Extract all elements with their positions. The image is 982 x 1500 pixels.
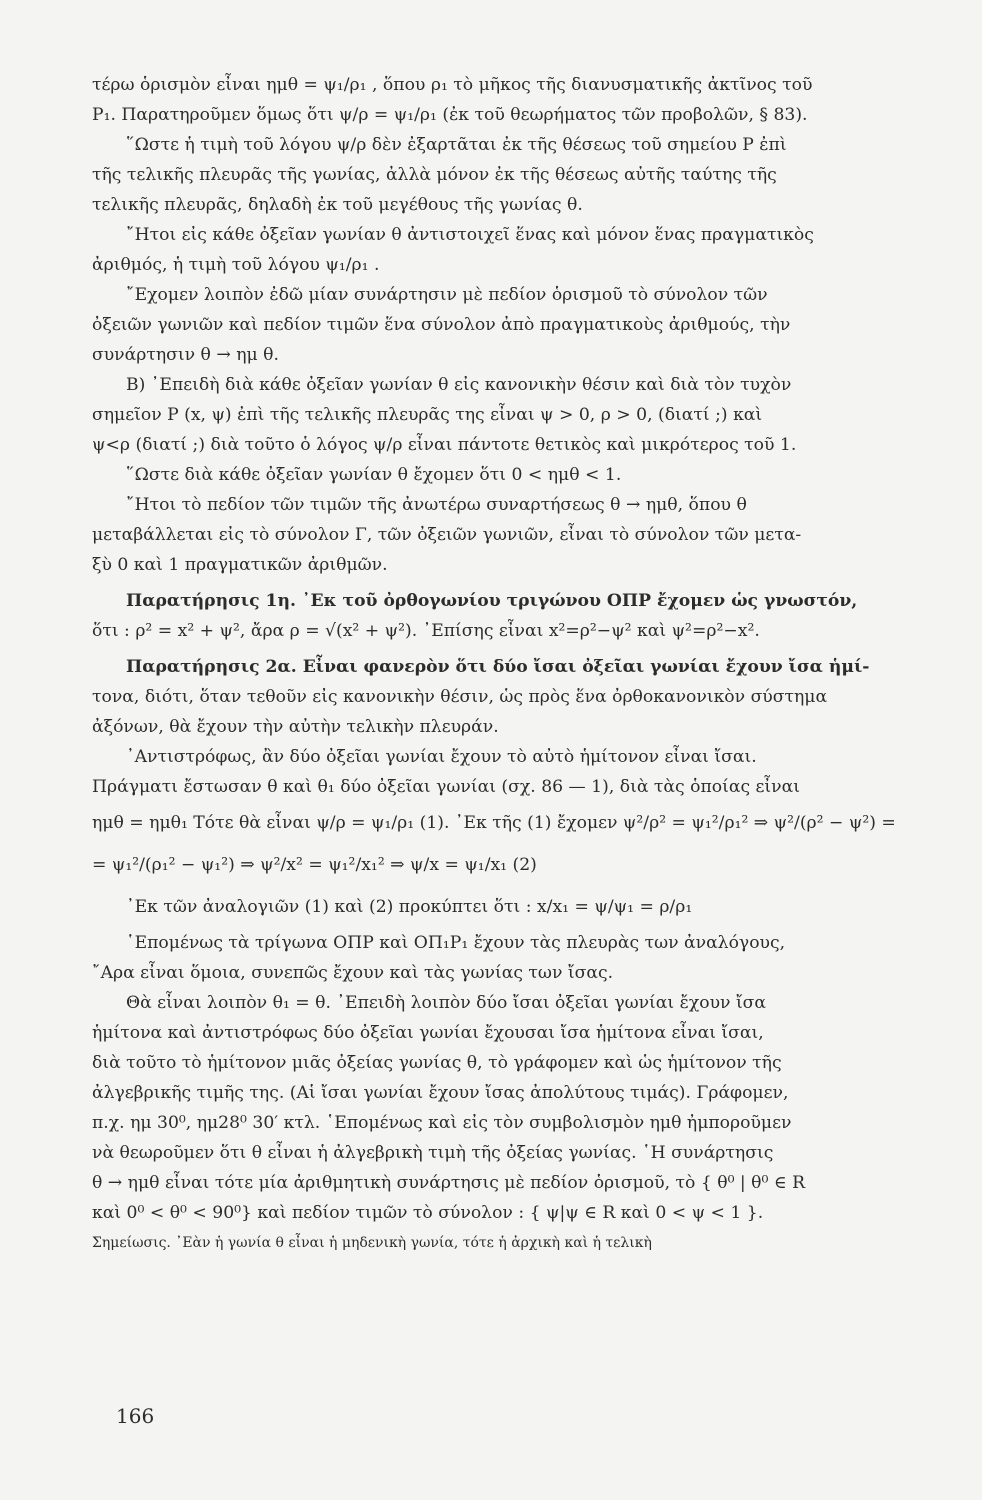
text-line: νὰ θεωροῦμεν ὅτι θ εἶναι ἡ ἀλγεβρικὴ τιμὴ τῆς ὀξείας γωνίας. ῾Η συνάρτησις	[92, 1143, 774, 1163]
text-line: ὀξειῶν γωνιῶν καὶ πεδίον τιμῶν ἕνα σύνολον ἀπὸ πραγματικοὺς ἀριθμούς, τὴν	[92, 315, 791, 335]
remark-2-line: Παρατήρησις 2α. Εἶναι φανερὸν ὅτι δύο ἴσαι ὀξεῖαι γωνίαι ἔχουν ἴσα ἡμί-	[126, 657, 870, 677]
page-number: 166	[116, 1404, 155, 1428]
text-line: ξὺ 0 καὶ 1 πραγματικῶν ἀριθμῶν.	[92, 555, 388, 575]
text-line: ψ<ρ (διατί ;) διὰ τοῦτο ὁ λόγος ψ/ρ εἶναι πάντοτε θετικὸς καὶ μικρότερος τοῦ 1.	[92, 435, 797, 455]
text-line: σημεῖον P (x, ψ) ἐπὶ τῆς τελικῆς πλευρᾶς της εἶναι ψ > 0, ρ > 0, (διατί ;) καὶ	[92, 405, 763, 425]
equation-line: = ψ₁²/(ρ₁² − ψ₁²) ⇒ ψ²/x² = ψ₁²/x₁² ⇒ ψ/x = ψ₁/x₁ (2)	[92, 855, 537, 875]
text-line: θ → ημθ εἶναι τότε μία ἀριθμητικὴ συνάρτησις μὲ πεδίον ὁρισμοῦ, τὸ { θ⁰ | θ⁰ ∈ R	[92, 1173, 806, 1193]
text-line: συνάρτησιν θ → ημ θ.	[92, 345, 279, 365]
text-line: τέρω ὁρισμὸν εἶναι ημθ = ψ₁/ρ₁ , ὅπου ρ₁ τὸ μῆκος τῆς διανυσματικῆς ἀκτῖνος τοῦ	[92, 75, 813, 95]
text-line: Θὰ εἶναι λοιπὸν θ₁ = θ. ᾿Επειδὴ λοιπὸν δύο ἴσαι ὀξεῖαι γωνίαι ἔχουν ἴσα	[126, 993, 767, 1013]
text-line: ἀριθμός, ἡ τιμὴ τοῦ λόγου ψ₁/ρ₁ .	[92, 255, 380, 275]
footnote-line: Σημείωσις. ᾿Εὰν ἡ γωνία θ εἶναι ἡ μηδενικὴ γωνία, τότε ἡ ἀρχικὴ καὶ ἡ τελικὴ	[92, 1235, 652, 1251]
text-line: π.χ. ημ 30⁰, ημ28⁰ 30′ κτλ. ῾Επομένως καὶ εἰς τὸν συμβολισμὸν ημθ ἠμποροῦμεν	[92, 1113, 792, 1133]
text-line: ᾿Αντιστρόφως, ἂν δύο ὀξεῖαι γωνίαι ἔχουν τὸ αὐτὸ ἡμίτονον εἶναι ἴσαι.	[126, 747, 757, 767]
text-line: ῞Ωστε ἡ τιμὴ τοῦ λόγου ψ/ρ δὲν ἐξαρτᾶται ἐκ τῆς θέσεως τοῦ σημείου P ἐπὶ	[126, 135, 787, 155]
text-line: B) ᾿Επειδὴ διὰ κάθε ὀξεῖαν γωνίαν θ εἰς κανονικὴν θέσιν καὶ διὰ τὸν τυχὸν	[126, 375, 792, 395]
text-line: ἀλγεβρικῆς τιμῆς της. (Αἱ ἴσαι γωνίαι ἔχουν ἴσας ἀπολύτους τιμάς). Γράφομεν,	[92, 1083, 789, 1103]
text-line: ὅτι : ρ² = x² + ψ², ἄρα ρ = √(x² + ψ²). ᾿Επίσης εἶναι x²=ρ²−ψ² καὶ ψ²=ρ²−x².	[92, 621, 760, 641]
text-line: μεταβάλλεται εἰς τὸ σύνολον Γ, τῶν ὀξειῶν γωνιῶν, εἶναι τὸ σύνολον τῶν μετα-	[92, 525, 802, 545]
text-line: P₁. Παρατηροῦμεν ὅμως ὅτι ψ/ρ = ψ₁/ρ₁ (ἐκ τοῦ θεωρήματος τῶν προβολῶν, § 83).	[92, 105, 808, 125]
text-line: ῾Επομένως τὰ τρίγωνα ΟΠΡ καὶ ΟΠ₁P₁ ἔχουν τὰς πλευρὰς των ἀναλόγους,	[126, 933, 786, 953]
text-line: τελικῆς πλευρᾶς, δηλαδὴ ἐκ τοῦ μεγέθους τῆς γωνίας θ.	[92, 195, 583, 215]
remark-1-line: Παρατήρησις 1η. ᾿Εκ τοῦ ὀρθογωνίου τριγώνου ΟΠΡ ἔχομεν ὡς γνωστόν,	[126, 591, 858, 611]
equation-line: ᾿Εκ τῶν ἀναλογιῶν (1) καὶ (2) προκύπτει ὅτι : x/x₁ = ψ/ψ₁ = ρ/ρ₁	[126, 897, 693, 917]
text-line: καὶ 0⁰ < θ⁰ < 90⁰} καὶ πεδίον τιμῶν τὸ σύνολον : { ψ|ψ ∈ R καὶ 0 < ψ < 1 }.	[92, 1203, 764, 1223]
text-line: ῎Εχομεν λοιπὸν ἐδῶ μίαν συνάρτησιν μὲ πεδίον ὁρισμοῦ τὸ σύνολον τῶν	[126, 285, 768, 305]
text-line: τῆς τελικῆς πλευρᾶς τῆς γωνίας, ἀλλὰ μόνον ἐκ τῆς θέσεως αὐτῆς ταύτης τῆς	[92, 165, 777, 185]
text-line: ῞Ωστε διὰ κάθε ὀξεῖαν γωνίαν θ ἔχομεν ὅτι 0 < ημθ < 1.	[126, 465, 622, 485]
text-line: ῎Ητοι εἰς κάθε ὀξεῖαν γωνίαν θ ἀντιστοιχεῖ ἕνας καὶ μόνον ἕνας πραγματικὸς	[126, 225, 814, 245]
text-line: ἀξόνων, θὰ ἔχουν τὴν αὐτὴν τελικὴν πλευράν.	[92, 717, 499, 737]
text-line: ῎Αρα εἶναι ὅμοια, συνεπῶς ἔχουν καὶ τὰς γωνίας των ἴσας.	[92, 963, 614, 983]
page-body-text	[92, 70, 958, 1258]
text-line: διὰ τοῦτο τὸ ἡμίτονον μιᾶς ὀξείας γωνίας θ, τὸ γράφομεν καὶ ὡς ἡμίτονον τῆς	[92, 1053, 782, 1073]
text-line: ἡμίτονα καὶ ἀντιστρόφως δύο ὀξεῖαι γωνίαι ἔχουσαι ἴσα ἡμίτονα εἶναι ἴσαι,	[92, 1023, 764, 1043]
text-line: Πράγματι ἔστωσαν θ καὶ θ₁ δύο ὀξεῖαι γωνίαι (σχ. 86 — 1), διὰ τὰς ὁποίας εἶναι	[92, 777, 800, 797]
equation-line: ημθ = ημθ₁ Τότε θὰ εἶναι ψ/ρ = ψ₁/ρ₁ (1). ᾿Εκ τῆς (1) ἔχομεν ψ²/ρ² = ψ₁²/ρ₁² ⇒ ψ²/(ρ² − ψ²) =	[92, 813, 896, 833]
text-line: ῎Ητοι τὸ πεδίον τῶν τιμῶν τῆς ἀνωτέρω συναρτήσεως θ → ημθ, ὅπου θ	[126, 495, 747, 515]
text-line: τονα, διότι, ὅταν τεθοῦν εἰς κανονικὴν θέσιν, ὡς πρὸς ἕνα ὀρθοκανονικὸν σύστημα	[92, 687, 828, 707]
